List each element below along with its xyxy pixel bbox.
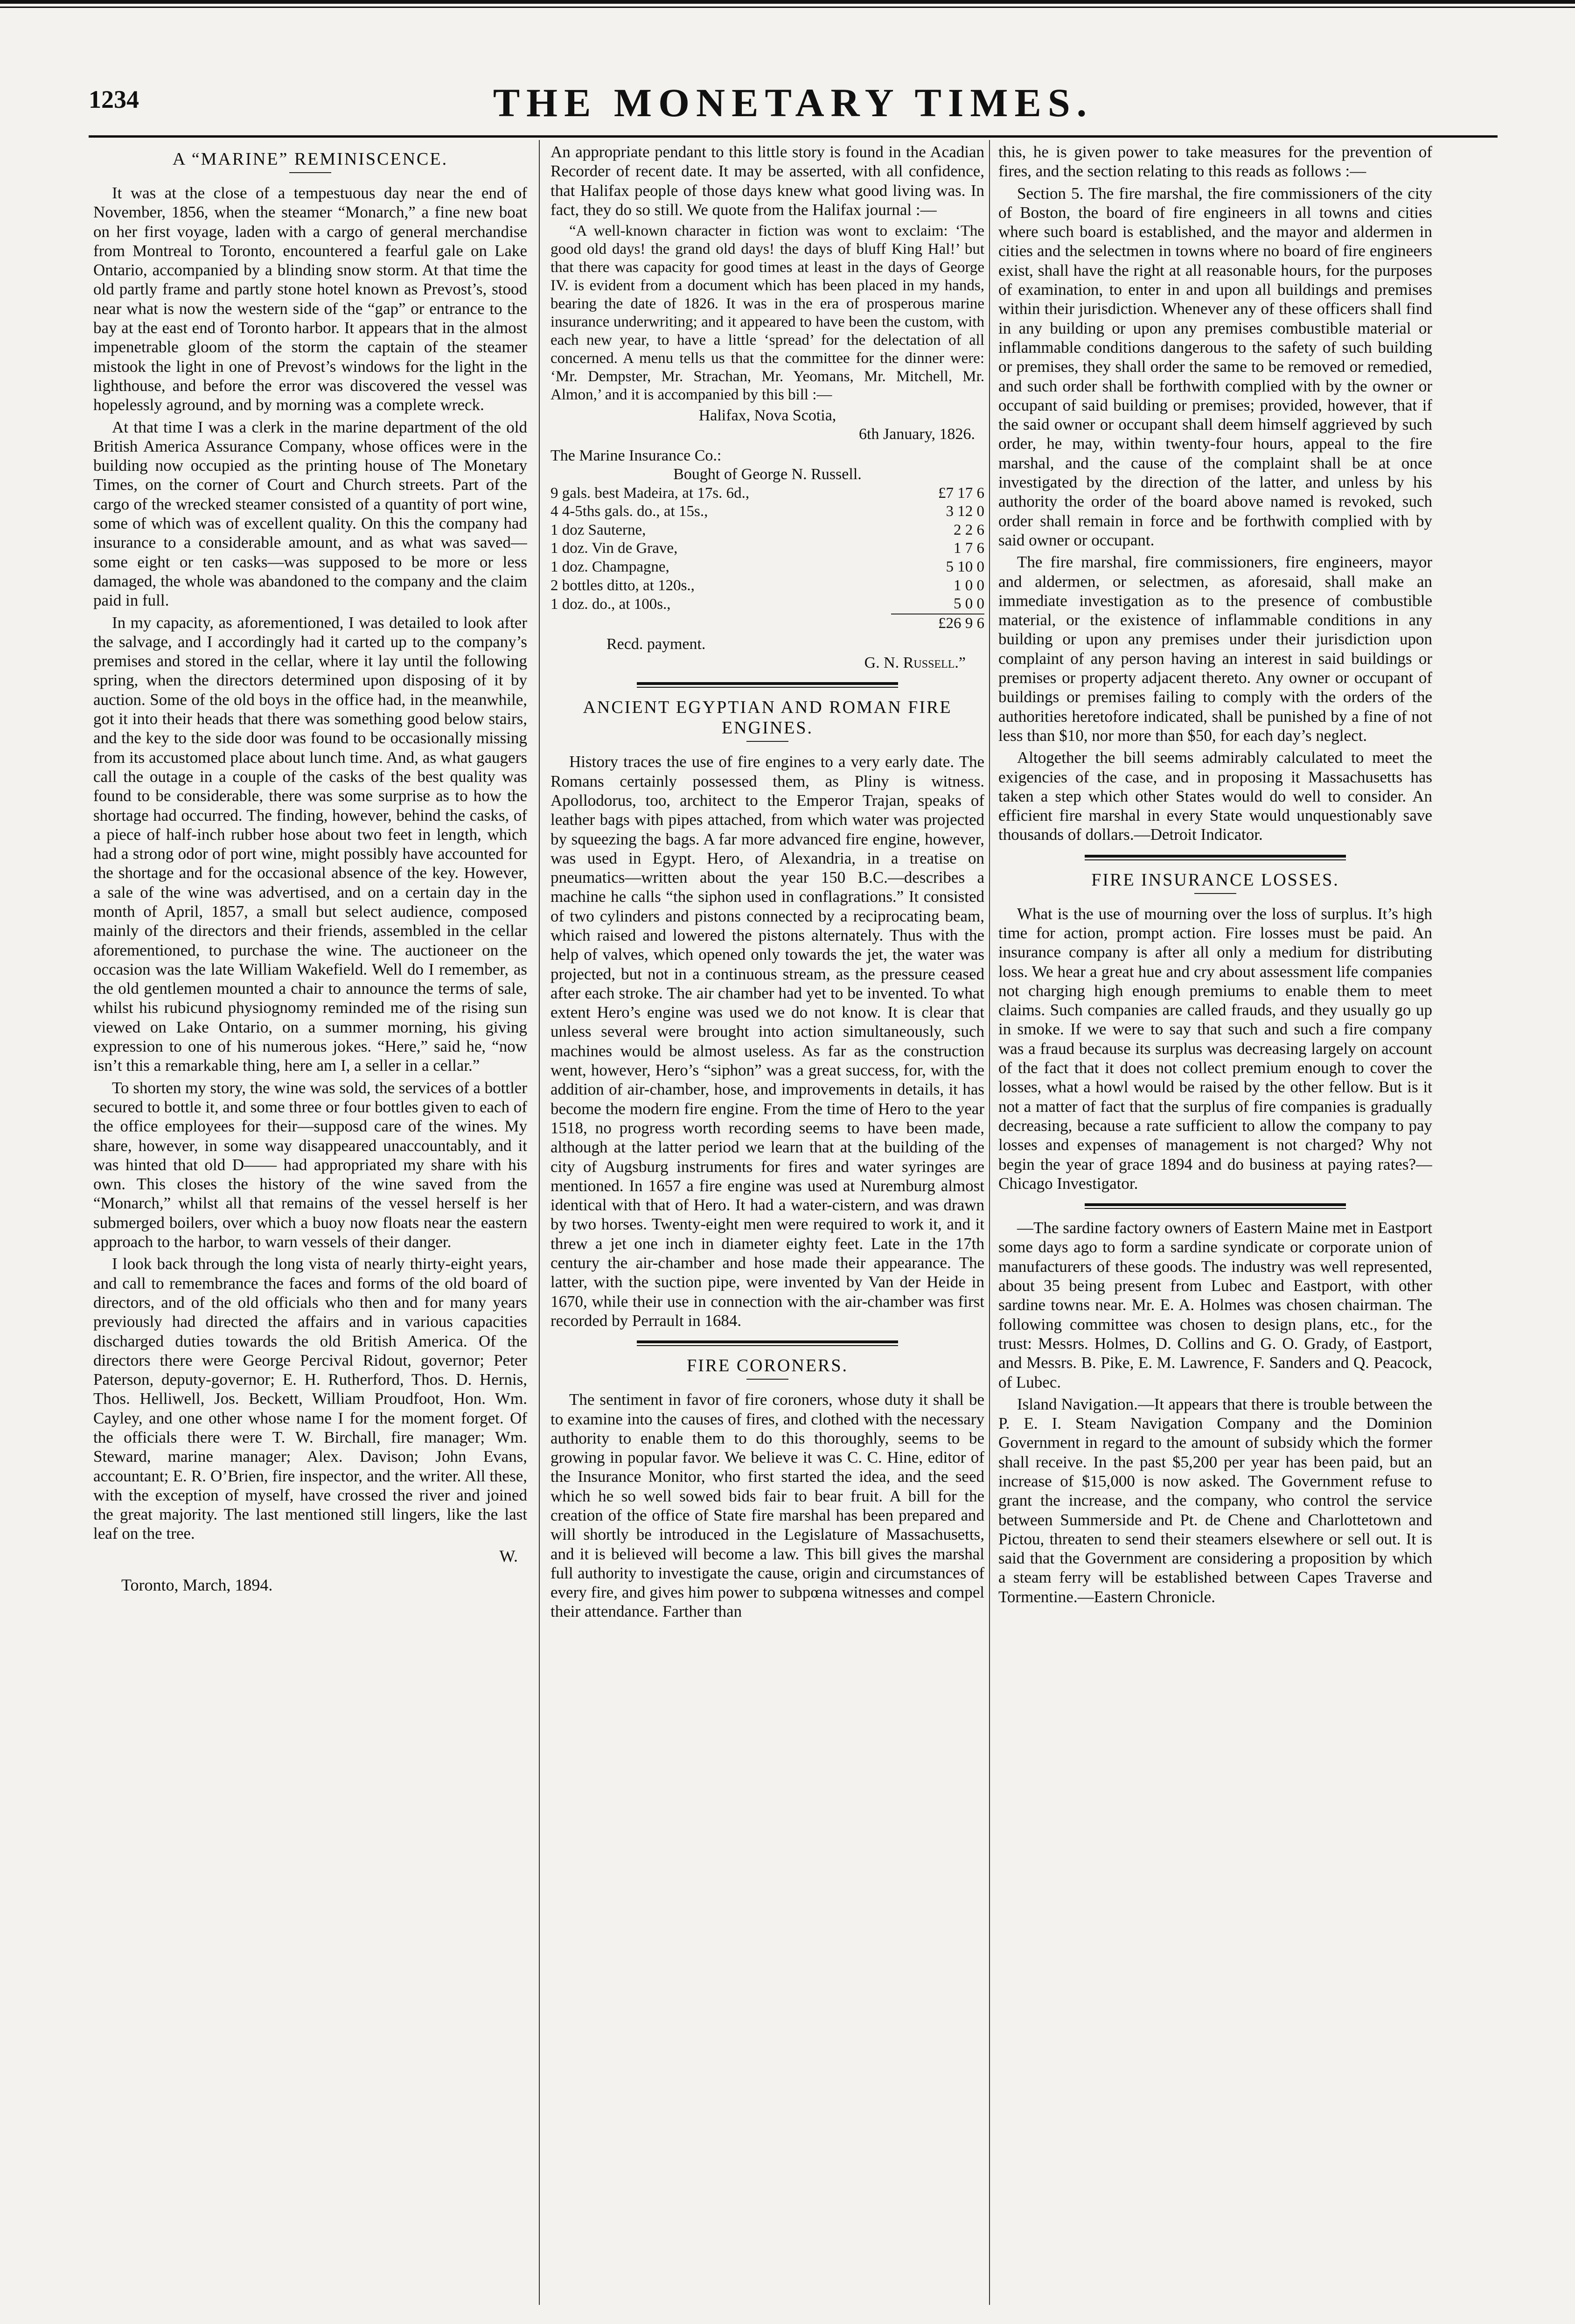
paragraph: At that time I was a clerk in the marine department of the old British America Assurance Company, whose offices were in the building now occupied as the printing house of The Monetary Times, on the corner of Court and Church streets. Part of the cargo of the wrecked steamer consisted of a quantity of port wine, some of which was of excellent quality. On this the company had insurance to a considerable amount, and as what was saved—some eight or ten casks—was supposed to be more or less damaged, the whole was abandoned to the company and the claim paid in full. [93, 418, 527, 610]
title-rule [746, 1379, 788, 1380]
paragraph: Section 5. The fire marshal, the fire commissioners of the city of Boston, the board of fire engineers in all towns and cities where such board is established, and the mayor and aldermen in cities and the selectmen in towns where no board of fire engineers exist, shall have the right at all reasonable hours, for the purposes of examination, to enter in and upon all buildings and premises within their jurisdiction. Whenever any of these officers shall find in any building or upon any premises combustible material or inflammable conditions dangerous to the safety of such building or premises, they shall order the same to be removed or remedied, and such order shall be forthwith complied with by the owner or occupant of said building or premises; provided, however, that if the said owner or occupant shall deem himself aggrieved by such order, he may, within twenty-four hours, appeal to the fire marshal, and the cause of the complaint shall be at once investigated by the direction of the latter, and unless by his authority the order of the board above named is revoked, such order shall remain in force and be forthwith complied with by said owner or occupant. [998, 184, 1432, 549]
column-3 [998, 142, 1432, 2289]
section-rule [1085, 1208, 1346, 1209]
paragraph: History traces the use of fire engines to a very early date. The Romans certainly possessed them, as Pliny is witness. Apollodorus, too, architect to the Emperor Trajan, speaks of leather bags with pipes attached, from which water was projected by squeezing the bags. A far more advanced fire engine, however, was used in Egypt. Hero, of Alexandria, in a treatise on pneumatics—written about the year 150 B.C.—describes a machine he calls “the siphon used in conflagrations.” It consisted of two cylinders and pistons connected by a reciprocating beam, which raised and lowered the pistons alternately. Thus with the help of valves, which opened only towards the jet, the water was projected, but not in a continuous stream, as the pressure ceased after each stroke. The air chamber had yet to be invented. To what extent Hero’s engine was used we do not know. It is clear that unless several were brought into action simultaneously, such machines would be almost useless. As far as the construction went, however, Hero’s “siphon” was a great success, for, with the addition of air-chamber, hose, and improvements in details, it has become the modern fire engine. From the time of Hero to the year 1518, no progress worth recording seems to have been made, although at the latter period we learn that at the building of the city of Augsburg instruments for fires and water syringes are mentioned. In 1657 a fire engine was used at Nuremburg almost identical with that of Hero. It had a water-cistern, and was drawn by two horses. Twenty-eight men were required to work it, and it threw a jet one inch in diameter eighty feet. Late in the 17th century the air-chamber and hose made their appearance. The latter, with the suction pipe, were invented by Van der Heide in 1670, while their use in connection with the air-chamber was first recorded by Perrault in 1684. [551, 753, 984, 1330]
section-rule [637, 687, 898, 688]
paragraph: In my capacity, as aforementioned, I was detailed to look after the salvage, and I accordingly had it carted up to the company’s premises and stored in the cellar, where it lay until the following spring, when the directors determined upon disposing of it by auction. Some of the old boys in the office had, in the meanwhile, got it into their heads that there was something good below stairs, and the key to the side door was found to be occasionally missing from its accustomed place about lunch time. And, as what gaugers call the outage in a couple of the casks of the best quality was found to be considerable, there was some surprise as to how the shortage had occurred. The finding, however, behind the casks, of a piece of half-inch rubber hose about two feet in length, which had a strong odor of port wine, might possibly have accounted for the shortage and for the occasional absence of the key. However, a sale of the wine was advertised, and on a certain day in the month of April, 1857, a small but select audience, composed mainly of the directors and their friends, assembled in the cellar aforementioned, to purchase the wine. The auctioneer on the occasion was the late William Wakefield. Well do I remember, as the old gentlemen mounted a chair to announce the terms of sale, whilst his rubicund physiognomy reminded me of the rising sun viewed on Lake Ontario, on a summer morning, his giving expression to one of his numerous jokes. “Here,” said he, “now isn’t this a remarkable thing, here am I, a seller in a cellar.” [93, 613, 527, 1075]
bill-table [551, 484, 984, 633]
page-header [89, 79, 1498, 131]
article-title: FIRE INSURANCE LOSSES. [1091, 870, 1339, 890]
dateline: Toronto, March, 1894. [121, 1575, 273, 1594]
article-marine-reminiscence [93, 149, 527, 1595]
bill-date: 6th January, 1826. [859, 425, 975, 443]
article-title: A “MARINE” REMINISCENCE. [172, 149, 448, 169]
bill-signed: G. N. Russell.” [864, 654, 966, 672]
header-rule [89, 135, 1498, 138]
bill-row: 1 doz. do., at 100s., 5 0 0 [551, 595, 984, 613]
paragraph: Altogether the bill seems admirably calculated to meet the exigencies of the case, and in proposing it Massachusetts has taken a step which other States would do well to consider. An efficient fire marshal in every State would unquestionably save thousands of dollars.—Detroit Indicator. [998, 748, 1432, 844]
paragraph: To shorten my story, the wine was sold, the services of a bottler secured to bottle it, and some three or four bottles given to each of the office employees for their—supposd care of the wines. My share, however, in some way disappeared unaccountably, and it was hinted that old D—— had appropriated my share with his own. This closes the history of the wine saved from the “Monarch,” whilst all that remains of the vessel herself is her submerged boilers, over which a buoy now floats near the eastern approach to the harbor, to warn vessels of their danger. [93, 1078, 527, 1251]
column-divider [989, 140, 990, 2305]
title-rule [289, 172, 331, 173]
column-1 [93, 142, 527, 2289]
section-rule [1085, 855, 1346, 858]
section-rule [637, 1345, 898, 1346]
section-rule [1085, 1203, 1346, 1206]
top-border [0, 0, 1575, 4]
paragraph: What is the use of mourning over the loss of surplus. It’s high time for action, prompt action. Fire losses must be paid. An insurance company is after all only a medium for distributing loss. We hear a great hue and cry about assessment life companies not charging high enough premiums to enable them to meet claims. Such companies are called frauds, and they usually go up in smoke. If we were to say that such and such a fire company was a fraud because its surplus was decreasing largely on account of the fact that it does not collect premium enough to cover the losses, what a howl would be raised by the other fellow. But is it not a matter of fact that the surplus of fire companies is gradually decreasing, because a rate sufficient to allow the company to pay losses and expenses of management is not charged? Why not begin the year of grace 1894 and do business at paying rates?—Chicago Investigator. [998, 904, 1432, 1193]
paragraph: I look back through the long vista of nearly thirty-eight years, and call to remembrance the faces and forms of the old board of directors, and of the old officials who then and for many years previously had directed the affairs and in various capacities discharged duties towards the old British America. Of the directors there were George Percival Ridout, governor; Peter Paterson, deputy-governor; E. H. Rutherford, Thos. D. Hernis, Thos. Helliwell, Jos. Beckett, William Proudfoot, Hon. Wm. Cayley, and one other whose name I for the moment forget. Of the officials there were T. W. Birchall, fire manager; Wm. Steward, marine manager; Alex. Davison; John Evans, accountant; E. R. O’Brien, fire inspector, and the writer. All these, with the exception of myself, have crossed the river and joined the great majority. The last mentioned still lingers, like the last leaf on the tree. [93, 1255, 527, 1543]
bill-row: 4 4-5ths gals. do., at 15s., 3 12 0 [551, 503, 984, 520]
top-border-thin [0, 7, 1575, 8]
page-number: 1234 [89, 85, 139, 113]
quotation: “A well-known character in fiction was wont to exclaim: ‘The good old days! the grand old days! the days of bluff King Hal!’ but that there was capacity for good times at least in the days of George IV. is evident from a document which has been placed in my hands, bearing the date of 1826. It was in the era of prosperous marine insurance underwriting; and it appeared to have been the custom, with each new year, to have a little ‘spread’ for the delectation of all concerned. A menu tells us that the committee for the dinner were: ‘Mr. Dempster, Mr. Strachan, Mr. Yeomans, Mr. Mitchell, Mr. Almon,’ and it is accompanied by this bill :— [551, 223, 984, 403]
masthead-title: THE MONETARY TIMES. [493, 80, 1094, 125]
paragraph: An appropriate pendant to this little story is found in the Acadian Recorder of recent date. It may be asserted, with all confidence, that Halifax people of those days knew what good living was. In fact, they do so still. We quote from the Halifax journal :— [551, 143, 984, 219]
bill-from: Bought of George N. Russell. [673, 465, 862, 483]
section-rule [637, 682, 898, 685]
section-rule [1085, 859, 1346, 860]
bill-row: 9 gals. best Madeira, at 17s. 6d., £7 17 6 [551, 484, 984, 502]
title-rule [746, 741, 788, 742]
bill-row: 1 doz Sauterne, 2 2 6 [551, 521, 984, 538]
bill-receipt: Recd. payment. [606, 635, 706, 653]
column-2 [551, 142, 984, 2289]
bill-place: Halifax, Nova Scotia, [698, 406, 836, 424]
bill-row: 1 doz. Champagne, 5 10 0 [551, 558, 984, 575]
bill-to: The Marine Insurance Co.: [551, 447, 722, 464]
paragraph: this, he is given power to take measures for the prevention of fires, and the section relating to this reads as follows :— [998, 143, 1432, 181]
article-title: FIRE CORONERS. [686, 1356, 849, 1376]
signature: W. [499, 1546, 518, 1565]
paragraph: It was at the close of a tempestuous day near the end of November, 1856, when the steamer “Monarch,” a fine new boat on her first voyage, laden with a cargo of general merchandise from Montreal to Toronto, encountered a fearful gale on Lake Ontario, accompanied by a blinding snow storm. At that time the old partly frame and partly stone hotel known as Prevost’s, stood near what is now the western side of the “gap” or entrance to the bay at the east end of Toronto harbor. It appears that in the almost impenetrable gloom of the storm the captain of the steamer mistook the light in one of Prevost’s windows for the light in the lighthouse, and before the error was discovered the vessel was hopelessly aground, and by morning was a complete wreck. [93, 184, 527, 414]
column-divider [539, 140, 540, 2305]
title-rule [1194, 893, 1236, 894]
paragraph: The sentiment in favor of fire coroners, whose duty it shall be to examine into the causes of fires, and clothed with the necessary authority to enable them to do this thoroughly, seems to be growing in popular favor. We believe it was C. C. Hine, editor of the Insurance Monitor, who first started the idea, and the seed which he so well sowed bids fair to bear fruit. A bill for the creation of the office of State fire marshal has been prepared and will shortly be introduced in the Legislature of Massachusetts, and it is believed will become a law. This bill gives the marshal full authority to investigate the cause, origin and circumstances of every fire, and gives him power to subpœna witnesses and compel their attendance. Farther than [551, 1390, 984, 1621]
article-title: ANCIENT EGYPTIAN AND ROMAN FIRE ENGINES. [583, 698, 952, 738]
bill-row: 2 bottles ditto, at 120s., 1 0 0 [551, 577, 984, 594]
paragraph: —The sardine factory owners of Eastern Maine met in Eastport some days ago to form a sardine syndicate or corporate union of manufacturers of these goods. The industry was well represented, about 35 being present from Lubec and Eastport, with other sardine towns near. Mr. E. A. Holmes was chosen chairman. The following committee was chosen to design plans, etc., for the trust: Messrs. Holmes, D. Collins and G. O. Grady, of Eastport, and Messrs. B. Pike, E. M. Lawrence, F. Sanders and Q. Peacock, of Lubec. [998, 1219, 1432, 1391]
bill-row: 1 doz. Vin de Grave, 1 7 6 [551, 540, 984, 557]
bill-total-row: £26 9 6 [551, 614, 984, 633]
paragraph: The fire marshal, fire commissioners, fire engineers, mayor and aldermen, or selectmen, as aforesaid, shall make an immediate investigation as to the presence of combustible material, or the existence of inflammable conditions in any building or upon any premises under their jurisdiction upon complaint of any person having an interest in said buildings or premises or property adjacent thereto. Any owner or occupant of buildings or premises failing to comply with the orders of the authorities heretofore indicated, shall be punished by a fine of not less than $10, nor more than $50, for each day’s neglect. [998, 553, 1432, 745]
paragraph: Island Navigation.—It appears that there is trouble between the P. E. I. Steam Navigation Company and the Dominion Government in regard to the amount of subsidy which the former shall receive. In the past $5,200 per year has been paid, but an increase of $15,000 is now asked. The Government refuse to grant the increase, and the company, who control the service between Summerside and Pt. de Chene and Charlottetown and Pictou, threaten to send their steamers elsewhere or sell out. It is said that the Government are considering a proposition by which a steam ferry will be established between Capes Traverse and Tormentine.—Eastern Chronicle. [998, 1395, 1432, 1606]
section-rule [637, 1340, 898, 1343]
